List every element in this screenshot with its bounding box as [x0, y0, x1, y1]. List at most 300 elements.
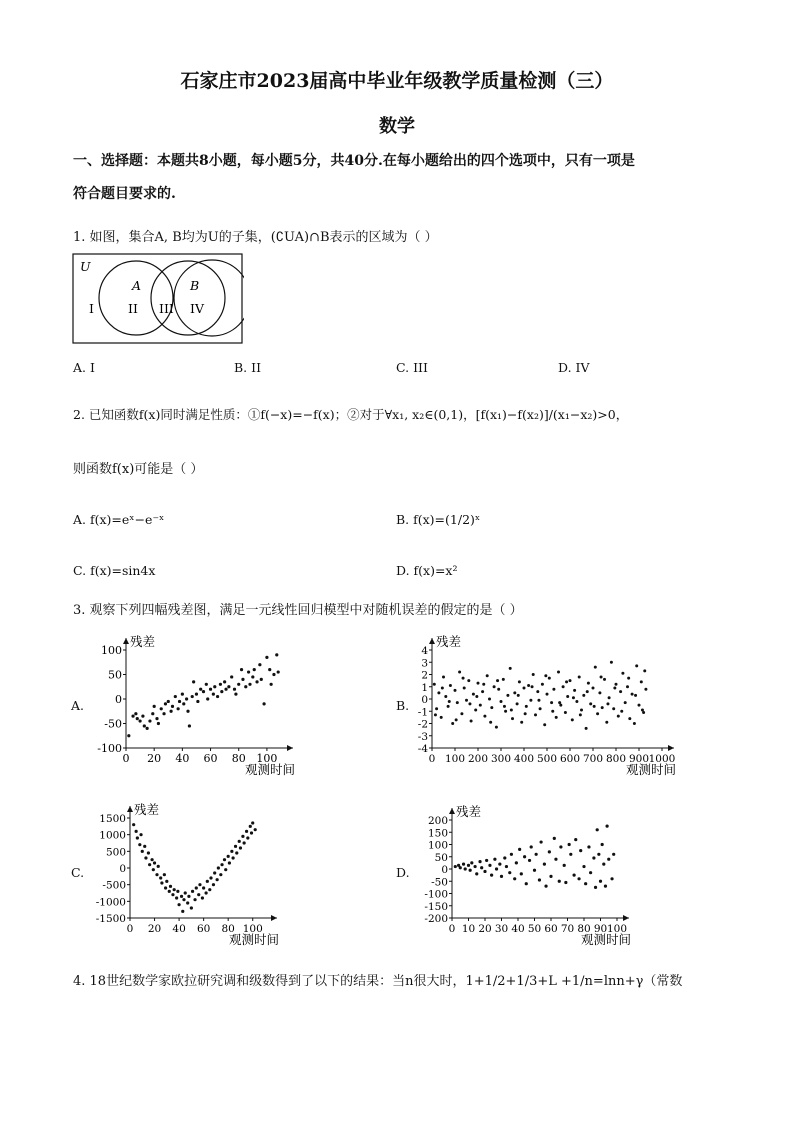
q2-option-a: A. f(x)=eˣ−e⁻ˣ — [73, 512, 165, 527]
data-point — [500, 700, 503, 703]
data-point — [212, 883, 215, 886]
data-point — [217, 866, 220, 869]
x-tick-label: 90 — [593, 923, 608, 935]
data-point — [474, 865, 477, 868]
data-point — [220, 863, 223, 866]
data-point — [529, 699, 532, 702]
x-tick-label: 0 — [126, 923, 134, 935]
data-point — [635, 664, 638, 667]
q1-option-b: B. II — [234, 360, 262, 375]
data-point — [213, 871, 216, 874]
y-tick-label: -100 — [97, 742, 122, 755]
data-point — [509, 667, 512, 670]
data-point — [569, 679, 572, 682]
data-point — [527, 684, 530, 687]
data-point — [480, 866, 483, 869]
y-tick-label: -1000 — [95, 896, 126, 909]
y-axis-label: 残差 — [456, 804, 482, 819]
data-point — [235, 851, 238, 854]
data-point — [525, 882, 528, 885]
data-point — [495, 726, 498, 729]
data-point — [155, 717, 158, 720]
x-tick-label: 100 — [444, 753, 466, 765]
data-point — [605, 721, 608, 724]
x-tick-label: 200 — [467, 753, 489, 765]
y-tick-label: 1500 — [99, 813, 126, 825]
data-point — [260, 678, 263, 681]
data-point — [182, 702, 185, 705]
q3-option-b-letter: B. — [396, 698, 410, 713]
data-point — [168, 890, 171, 893]
data-point — [571, 718, 574, 721]
y-tick-label: 1 — [421, 681, 428, 694]
y-tick-label: -50 — [104, 717, 122, 731]
data-point — [465, 699, 468, 702]
data-point — [250, 831, 253, 834]
data-point — [586, 690, 589, 693]
data-point — [458, 671, 461, 674]
data-point — [191, 695, 194, 698]
data-point — [543, 863, 546, 866]
venn-region-1: I — [89, 301, 94, 316]
venn-circle-a — [174, 260, 244, 336]
data-point — [607, 858, 610, 861]
data-point — [455, 718, 458, 721]
x-axis-label: 观测时间 — [625, 762, 676, 777]
data-point — [148, 719, 151, 722]
data-point — [603, 678, 606, 681]
data-point — [544, 885, 547, 888]
data-point — [162, 712, 165, 715]
data-point — [516, 702, 519, 705]
data-point — [248, 683, 251, 686]
y-tick-label: -500 — [102, 879, 126, 892]
data-point — [216, 695, 219, 698]
data-point — [631, 693, 634, 696]
data-point — [482, 683, 485, 686]
data-point — [587, 845, 590, 848]
question-3-stem: 3. 观察下列四幅残差图，满足一元线性回归模型中对随机误差的假定的是（ ） — [73, 603, 523, 618]
data-point — [204, 891, 207, 894]
data-point — [490, 874, 493, 877]
data-point — [493, 685, 496, 688]
data-point — [469, 869, 472, 872]
data-point — [462, 863, 465, 866]
data-point — [475, 695, 478, 698]
data-point — [486, 674, 489, 677]
q1-option-a: A. I — [73, 360, 95, 375]
data-point — [580, 709, 583, 712]
data-point — [136, 717, 139, 720]
data-point — [209, 688, 212, 691]
data-point — [196, 700, 199, 703]
data-point — [546, 693, 549, 696]
data-point — [565, 680, 568, 683]
data-point — [227, 685, 230, 688]
x-tick-label: 60 — [203, 752, 218, 765]
y-tick-label: 50 — [108, 668, 122, 682]
data-point — [151, 712, 154, 715]
x-tick-label: 300 — [490, 753, 512, 765]
data-point — [169, 885, 172, 888]
data-point — [212, 693, 215, 696]
data-point — [520, 721, 523, 724]
x-axis-arrow — [668, 745, 674, 751]
question-4-stem: 4. 18世纪数学家欧拉研究调和级数得到了以下的结果：当n很大时，1+1/2+1/3+L +1/n=lnn+γ（常数 — [73, 974, 683, 989]
venn-region-4: IV — [190, 301, 204, 316]
data-point — [511, 717, 514, 720]
data-point — [574, 838, 577, 841]
data-point — [159, 876, 162, 879]
data-point — [175, 896, 178, 899]
y-axis-label: 残差 — [130, 634, 156, 649]
data-point — [144, 856, 147, 859]
data-point — [223, 680, 226, 683]
data-point — [626, 685, 629, 688]
data-point — [186, 901, 189, 904]
data-point — [141, 850, 144, 853]
data-point — [498, 863, 501, 866]
data-point — [153, 705, 156, 708]
data-point — [633, 722, 636, 725]
venn-label-u: U — [80, 259, 91, 274]
data-point — [523, 686, 526, 689]
x-tick-label: 30 — [494, 923, 509, 935]
data-point — [265, 656, 268, 659]
data-point — [253, 668, 256, 671]
data-point — [600, 675, 603, 678]
data-point — [241, 678, 244, 681]
data-point — [234, 845, 237, 848]
data-point — [502, 678, 505, 681]
data-point — [209, 876, 212, 879]
data-point — [594, 886, 597, 889]
data-point — [230, 675, 233, 678]
data-point — [513, 877, 516, 880]
data-point — [563, 864, 566, 867]
data-point — [503, 856, 506, 859]
data-point — [483, 715, 486, 718]
data-point — [540, 840, 543, 843]
data-point — [531, 685, 534, 688]
data-point — [505, 865, 508, 868]
y-tick-label: 500 — [105, 846, 126, 859]
x-axis-label: 观测时间 — [580, 932, 631, 947]
x-tick-label: 20 — [478, 923, 492, 935]
data-point — [470, 720, 473, 723]
data-point — [506, 694, 509, 697]
data-point — [568, 843, 571, 846]
data-point — [589, 871, 592, 874]
data-point — [551, 710, 554, 713]
data-point — [552, 688, 555, 691]
data-point — [135, 830, 138, 833]
data-point — [454, 865, 457, 868]
data-point — [643, 669, 646, 672]
data-point — [171, 705, 174, 708]
data-point — [249, 825, 252, 828]
data-point — [601, 843, 604, 846]
x-tick-label: 500 — [536, 753, 558, 765]
data-point — [596, 828, 599, 831]
data-point — [454, 689, 457, 692]
data-point — [537, 699, 540, 702]
data-point — [456, 701, 459, 704]
data-point — [240, 668, 243, 671]
x-tick-label: 700 — [582, 753, 604, 765]
data-point — [164, 886, 167, 889]
data-point — [612, 853, 615, 856]
data-point — [572, 696, 575, 699]
data-point — [478, 860, 481, 863]
data-point — [131, 715, 134, 718]
y-tick-label: -1 — [417, 706, 428, 719]
data-point — [442, 675, 445, 678]
data-point — [167, 700, 170, 703]
data-point — [578, 675, 581, 678]
data-point — [613, 686, 616, 689]
data-point — [559, 845, 562, 848]
data-point — [237, 683, 240, 686]
data-point — [160, 881, 163, 884]
data-point — [223, 858, 226, 861]
y-tick-label: 0 — [441, 864, 448, 876]
data-point — [177, 707, 180, 710]
data-point — [558, 880, 561, 883]
data-point — [227, 855, 230, 858]
question-2-stem: 2. 已知函数f(x)同时满足性质：①f(−x)=−f(x)；②对于∀x₁, x₂∈(0,1)，[f(x₁)−f(x₂)]/(x₁−x₂)>0， — [73, 407, 629, 422]
y-tick-label: -150 — [424, 900, 448, 913]
data-point — [163, 873, 166, 876]
data-point — [627, 677, 630, 680]
data-point — [176, 890, 179, 893]
data-point — [186, 710, 189, 713]
data-point — [228, 861, 231, 864]
x-tick-label: 80 — [577, 923, 591, 935]
data-point — [532, 673, 535, 676]
data-point — [247, 670, 250, 673]
data-point — [573, 689, 576, 692]
data-point — [233, 688, 236, 691]
data-point — [599, 880, 602, 883]
data-point — [517, 694, 520, 697]
data-point — [541, 683, 544, 686]
data-point — [592, 686, 595, 689]
x-tick-label: 400 — [513, 753, 535, 765]
data-point — [548, 850, 551, 853]
data-point — [193, 898, 196, 901]
data-point — [188, 724, 191, 727]
data-point — [510, 853, 513, 856]
data-point — [474, 709, 477, 712]
x-tick-label: 80 — [221, 923, 235, 935]
data-point — [177, 903, 180, 906]
data-point — [187, 895, 190, 898]
data-point — [582, 865, 585, 868]
data-point — [528, 859, 531, 862]
data-point — [460, 712, 463, 715]
data-point — [619, 690, 622, 693]
data-point — [134, 712, 137, 715]
data-point — [612, 707, 615, 710]
data-point — [178, 700, 181, 703]
x-tick-label: 40 — [172, 923, 186, 935]
y-axis-arrow — [127, 806, 133, 812]
x-tick-label: 1000 — [648, 753, 676, 765]
data-point — [244, 685, 247, 688]
data-point — [272, 673, 275, 676]
data-point — [251, 821, 254, 824]
x-tick-label: 20 — [147, 752, 162, 765]
data-point — [601, 706, 604, 709]
data-point — [553, 837, 556, 840]
data-point — [262, 702, 265, 705]
data-point — [515, 861, 518, 864]
data-point — [234, 693, 237, 696]
data-point — [644, 688, 647, 691]
residual-plot-d — [410, 800, 710, 950]
data-point — [165, 880, 168, 883]
data-point — [641, 709, 644, 712]
data-point — [208, 888, 211, 891]
x-tick-label: 0 — [122, 752, 130, 765]
data-point — [164, 702, 167, 705]
data-point — [258, 663, 261, 666]
y-axis-arrow — [429, 638, 435, 644]
data-point — [504, 710, 507, 713]
y-tick-label: 50 — [434, 851, 448, 864]
y-tick-label: 2 — [421, 669, 428, 682]
data-point — [157, 865, 160, 868]
data-point — [497, 688, 500, 691]
data-point — [127, 734, 130, 737]
data-point — [477, 682, 480, 685]
y-tick-label: 1000 — [99, 829, 126, 842]
data-point — [270, 683, 273, 686]
data-point — [192, 680, 195, 683]
data-point — [479, 704, 482, 707]
x-tick-label: 50 — [527, 923, 542, 935]
data-point — [201, 896, 204, 899]
data-point — [524, 712, 527, 715]
data-point — [520, 872, 523, 875]
data-point — [593, 705, 596, 708]
data-point — [231, 856, 234, 859]
data-point — [230, 850, 233, 853]
page-title: 石家庄市2023届高中毕业年级教学质量检测（三） — [180, 70, 614, 92]
data-point — [181, 910, 184, 913]
data-point — [488, 864, 491, 867]
data-point — [437, 691, 440, 694]
data-point — [518, 680, 521, 683]
subject-title: 数学 — [379, 116, 415, 137]
y-tick-label: -2 — [417, 718, 428, 731]
q3-option-a-letter: A. — [71, 698, 85, 713]
data-point — [202, 886, 205, 889]
data-point — [472, 693, 475, 696]
data-point — [467, 679, 470, 682]
data-point — [539, 707, 542, 710]
q2-option-b: B. f(x)=(1/2)ˣ — [396, 512, 481, 527]
data-point — [220, 690, 223, 693]
data-point — [493, 858, 496, 861]
data-point — [549, 875, 552, 878]
data-point — [160, 707, 163, 710]
data-point — [138, 843, 141, 846]
data-point — [535, 853, 538, 856]
data-point — [523, 855, 526, 858]
data-point — [503, 705, 506, 708]
y-tick-label: -1500 — [95, 913, 126, 925]
data-point — [174, 695, 177, 698]
data-point — [548, 677, 551, 680]
data-point — [440, 716, 443, 719]
x-tick-label: 100 — [606, 923, 628, 935]
y-tick-label: -3 — [417, 730, 428, 743]
data-point — [468, 702, 471, 705]
data-point — [598, 691, 601, 694]
y-tick-label: -50 — [431, 876, 448, 889]
data-point — [608, 696, 611, 699]
data-point — [224, 868, 227, 871]
data-point — [584, 882, 587, 885]
data-point — [566, 695, 569, 698]
x-tick-label: 80 — [231, 752, 246, 765]
data-point — [171, 893, 174, 896]
x-tick-label: 60 — [544, 923, 558, 935]
data-point — [173, 888, 176, 891]
data-point — [143, 845, 146, 848]
y-tick-label: 150 — [427, 827, 448, 840]
data-point — [254, 828, 257, 831]
data-point — [213, 685, 216, 688]
residual-plot-b — [410, 630, 710, 780]
data-point — [219, 683, 222, 686]
data-point — [463, 686, 466, 689]
data-point — [564, 881, 567, 884]
data-point — [544, 674, 547, 677]
data-point — [152, 868, 155, 871]
q3-option-c-letter: C. — [71, 865, 85, 880]
data-point — [141, 715, 144, 718]
data-point — [615, 683, 618, 686]
data-point — [139, 833, 142, 836]
data-point — [153, 861, 156, 864]
x-axis-label: 观测时间 — [244, 762, 295, 777]
data-point — [638, 704, 641, 707]
data-point — [530, 845, 533, 848]
x-axis-arrow — [287, 745, 293, 751]
data-point — [543, 723, 546, 726]
data-point — [268, 668, 271, 671]
venn-label-a: A — [132, 278, 142, 293]
data-point — [132, 823, 135, 826]
data-point — [462, 677, 465, 680]
data-point — [198, 883, 201, 886]
data-point — [182, 898, 185, 901]
data-point — [481, 690, 484, 693]
data-point — [550, 701, 553, 704]
data-point — [181, 693, 184, 696]
data-point — [136, 836, 139, 839]
y-tick-label: 0 — [115, 693, 122, 706]
data-point — [216, 878, 219, 881]
data-point — [602, 863, 605, 866]
data-point — [485, 859, 488, 862]
data-point — [449, 684, 452, 687]
data-point — [518, 848, 521, 851]
data-point — [594, 666, 597, 669]
